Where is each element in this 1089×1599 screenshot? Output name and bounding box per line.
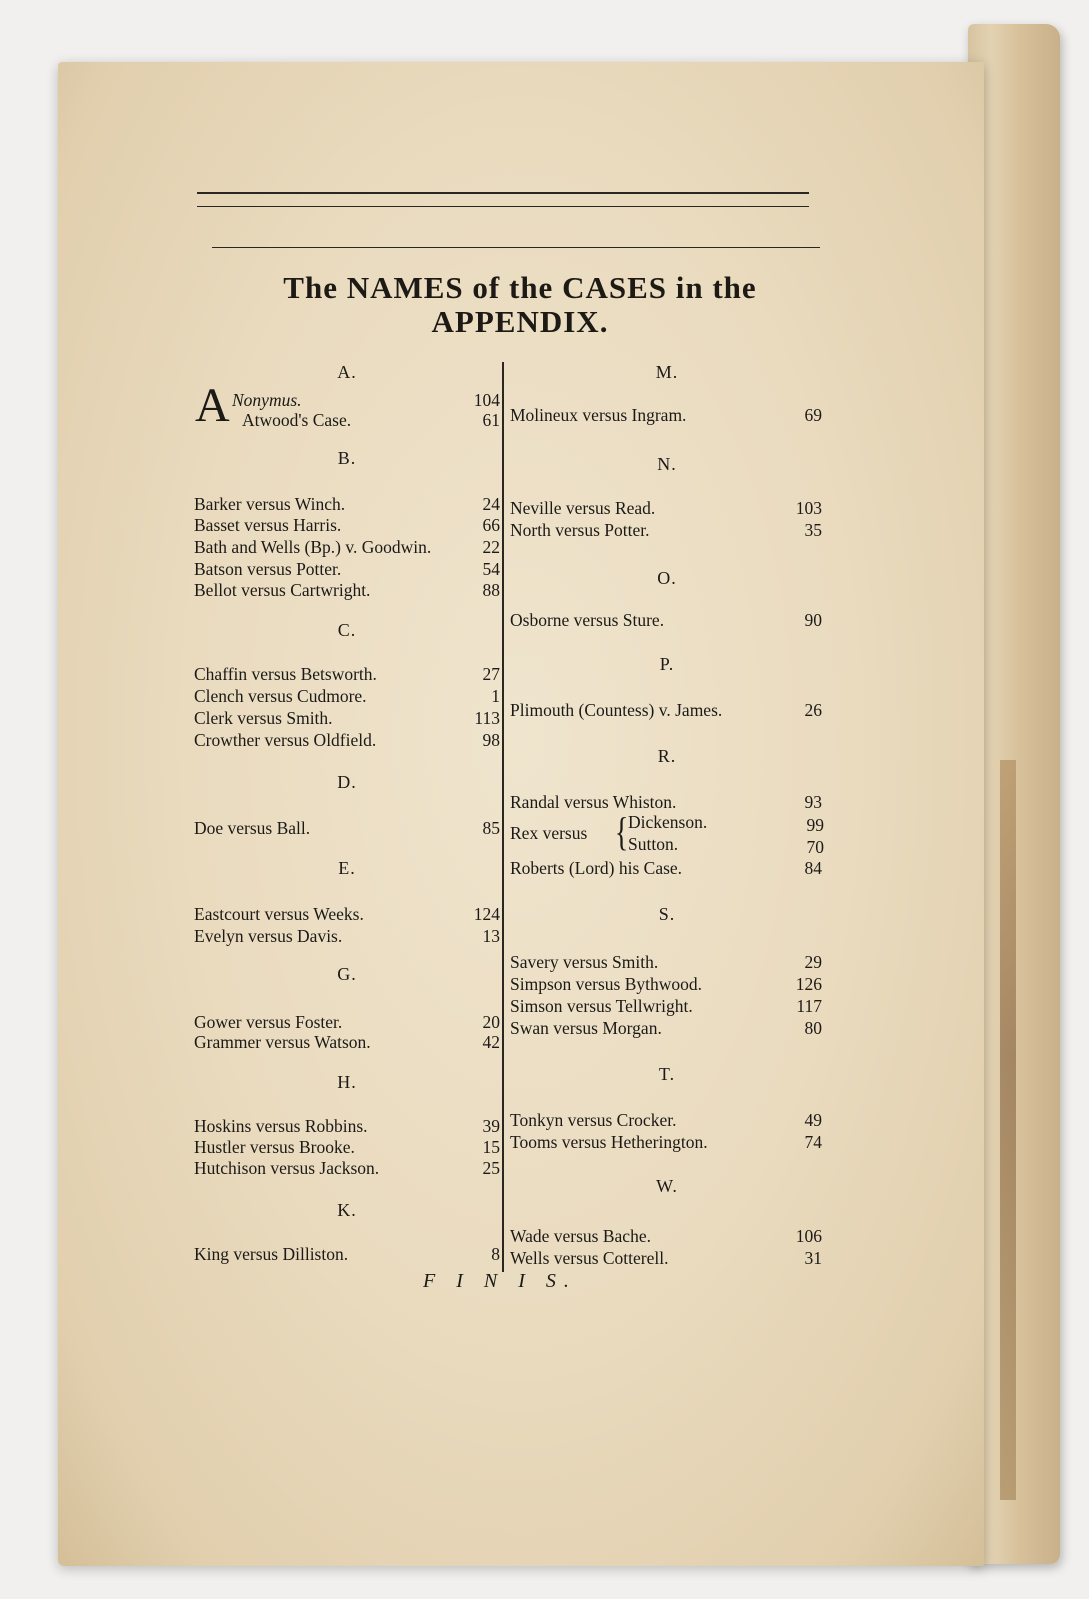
- case-name: Clerk versus Smith.: [194, 708, 333, 728]
- case-page: 49: [804, 1110, 822, 1130]
- section-letter: G.: [337, 964, 357, 984]
- case-entry: [194, 537, 500, 558]
- worn-spine: [1000, 760, 1016, 1500]
- case-page: 90: [804, 610, 822, 630]
- case-page: 98: [482, 730, 500, 750]
- case-page: 1: [491, 686, 500, 706]
- case-name: Tonkyn versus Crocker.: [510, 1110, 677, 1130]
- case-entry: [510, 858, 822, 879]
- case-entry: [510, 1132, 822, 1153]
- case-entry: [194, 664, 500, 685]
- page-title: The NAMES of the CASES in the: [283, 270, 757, 305]
- case-page: 88: [482, 580, 500, 600]
- case-page: 42: [482, 1032, 500, 1052]
- rex-page-b: 70: [806, 837, 824, 857]
- case-page: 13: [482, 926, 500, 946]
- case-entry: [510, 520, 822, 541]
- case-entry: [510, 1226, 822, 1247]
- top-rule: [197, 192, 809, 194]
- section-letter: R.: [657, 746, 677, 766]
- case-entry: [194, 1116, 500, 1137]
- case-entry: [510, 498, 822, 519]
- case-entry: [194, 1244, 500, 1265]
- rex-entry: [510, 809, 824, 857]
- case-page: 15: [482, 1137, 500, 1157]
- case-page: 24: [482, 494, 500, 514]
- case-entry: [194, 904, 500, 925]
- case-page: 8: [491, 1244, 500, 1264]
- case-name: Savery versus Smith.: [510, 952, 659, 972]
- case-name: Simson versus Tellwright.: [510, 996, 693, 1016]
- case-entry: [510, 952, 822, 973]
- case-entry: [510, 610, 822, 631]
- case-name: Wade versus Bache.: [510, 1226, 651, 1246]
- rex-defendant-b: Sutton.: [628, 834, 679, 854]
- case-page: 54: [482, 559, 500, 579]
- case-entry: [194, 1012, 500, 1033]
- case-page: 93: [804, 792, 822, 812]
- case-name: Crowther versus Oldfield.: [194, 730, 377, 750]
- case-name: Clench versus Cudmore.: [194, 686, 367, 706]
- case-entry: [194, 730, 500, 751]
- case-entry: [510, 1110, 822, 1131]
- case-page: 61: [482, 410, 500, 430]
- section-letter: O.: [657, 568, 677, 588]
- case-name: North versus Potter.: [510, 520, 650, 540]
- page-title-appendix: APPENDIX.: [431, 304, 609, 339]
- case-page: 69: [804, 405, 822, 425]
- case-name: Hoskins versus Robbins.: [194, 1116, 368, 1136]
- case-page: 103: [795, 498, 822, 518]
- case-name: Eastcourt versus Weeks.: [194, 904, 364, 924]
- case-page: 35: [804, 520, 822, 540]
- case-page: 66: [482, 515, 500, 535]
- second-rule: [197, 206, 809, 207]
- section-letter: C.: [337, 620, 357, 640]
- case-name: Doe versus Ball.: [194, 818, 311, 838]
- case-page: 22: [482, 537, 500, 557]
- brace: {: [614, 809, 629, 854]
- case-page: 26: [804, 700, 822, 720]
- case-entry: [194, 686, 500, 707]
- case-name: King versus Dilliston.: [194, 1244, 349, 1264]
- case-entry: [510, 974, 822, 995]
- case-entry: [194, 818, 500, 839]
- case-page: 84: [804, 858, 822, 878]
- case-entry: [194, 1137, 500, 1158]
- case-name: Swan versus Morgan.: [510, 1018, 662, 1038]
- case-name: Roberts (Lord) his Case.: [510, 858, 683, 878]
- case-page: 20: [482, 1012, 500, 1032]
- section-letter: S.: [658, 904, 676, 924]
- case-name: Molineux versus Ingram.: [510, 405, 687, 425]
- case-entry: [232, 390, 500, 411]
- case-page: 31: [804, 1248, 822, 1268]
- case-name: Atwood's Case.: [242, 410, 352, 430]
- case-entry: [510, 1248, 822, 1269]
- case-entry: [194, 708, 500, 729]
- case-entry: [242, 410, 500, 431]
- case-entry: [510, 405, 822, 426]
- case-name: Bath and Wells (Bp.) v. Goodwin.: [194, 537, 432, 557]
- case-page: 106: [795, 1226, 822, 1246]
- section-letter: T.: [658, 1064, 676, 1084]
- case-name: Grammer versus Watson.: [194, 1032, 371, 1052]
- case-page: 29: [804, 952, 822, 972]
- case-entry: [510, 700, 822, 721]
- section-letter: P.: [659, 654, 675, 674]
- case-name: Gower versus Foster.: [194, 1012, 343, 1032]
- rex-page-a: 99: [806, 815, 824, 835]
- case-entry: [510, 792, 822, 813]
- case-page: 74: [804, 1132, 822, 1152]
- case-name: Neville versus Read.: [510, 498, 656, 518]
- case-name: Chaffin versus Betsworth.: [194, 664, 377, 684]
- case-name: Evelyn versus Davis.: [194, 926, 343, 946]
- section-letter: H.: [337, 1072, 357, 1092]
- case-page: 27: [482, 664, 500, 684]
- finis: F I N I S.: [423, 1270, 577, 1292]
- section-letter: K.: [337, 1200, 357, 1220]
- case-page: 25: [482, 1158, 500, 1178]
- case-name: Plimouth (Countess) v. James.: [510, 700, 723, 720]
- rex-defendant-a: Dickenson.: [628, 812, 708, 832]
- case-entry: [194, 494, 500, 515]
- case-name: Hustler versus Brooke.: [194, 1137, 355, 1157]
- case-name: Simpson versus Bythwood.: [510, 974, 703, 994]
- section-letter: N.: [657, 454, 677, 474]
- case-page: 80: [804, 1018, 822, 1038]
- case-page: 85: [482, 818, 500, 838]
- section-letter: E.: [338, 858, 356, 878]
- case-entry: [194, 926, 500, 947]
- case-name: Randal versus Whiston.: [510, 792, 677, 812]
- case-page: 39: [482, 1116, 500, 1136]
- section-letter: B.: [337, 448, 357, 468]
- case-name: Bellot versus Cartwright.: [194, 580, 371, 600]
- case-page: 117: [796, 996, 822, 1016]
- drop-cap: A: [195, 379, 230, 432]
- section-letter: M.: [655, 362, 679, 382]
- case-name: Osborne versus Sture.: [510, 610, 665, 630]
- case-entry: [194, 1158, 500, 1179]
- case-entry: [510, 996, 822, 1017]
- case-page: 104: [473, 390, 500, 410]
- case-page: 126: [795, 974, 822, 994]
- case-entry: [194, 515, 500, 536]
- case-name: Basset versus Harris.: [194, 515, 342, 535]
- case-entry: [194, 559, 500, 580]
- case-page: 113: [474, 708, 500, 728]
- case-page: 124: [473, 904, 500, 924]
- section-letter: A.: [337, 362, 357, 382]
- case-name: Barker versus Winch.: [194, 494, 346, 514]
- section-letter: W.: [656, 1176, 678, 1196]
- case-entry: [194, 1032, 500, 1053]
- case-name: Nonymus.: [232, 390, 302, 410]
- case-name: Batson versus Potter.: [194, 559, 342, 579]
- column-divider: [502, 362, 504, 1272]
- case-entry: [194, 580, 500, 601]
- third-rule: [212, 247, 820, 248]
- case-name: Tooms versus Hetherington.: [510, 1132, 708, 1152]
- case-name: Wells versus Cotterell.: [510, 1248, 669, 1268]
- case-name: Hutchison versus Jackson.: [194, 1158, 380, 1178]
- case-entry: [510, 1018, 822, 1039]
- rex-label: Rex versus: [510, 823, 588, 843]
- section-letter: D.: [337, 772, 357, 792]
